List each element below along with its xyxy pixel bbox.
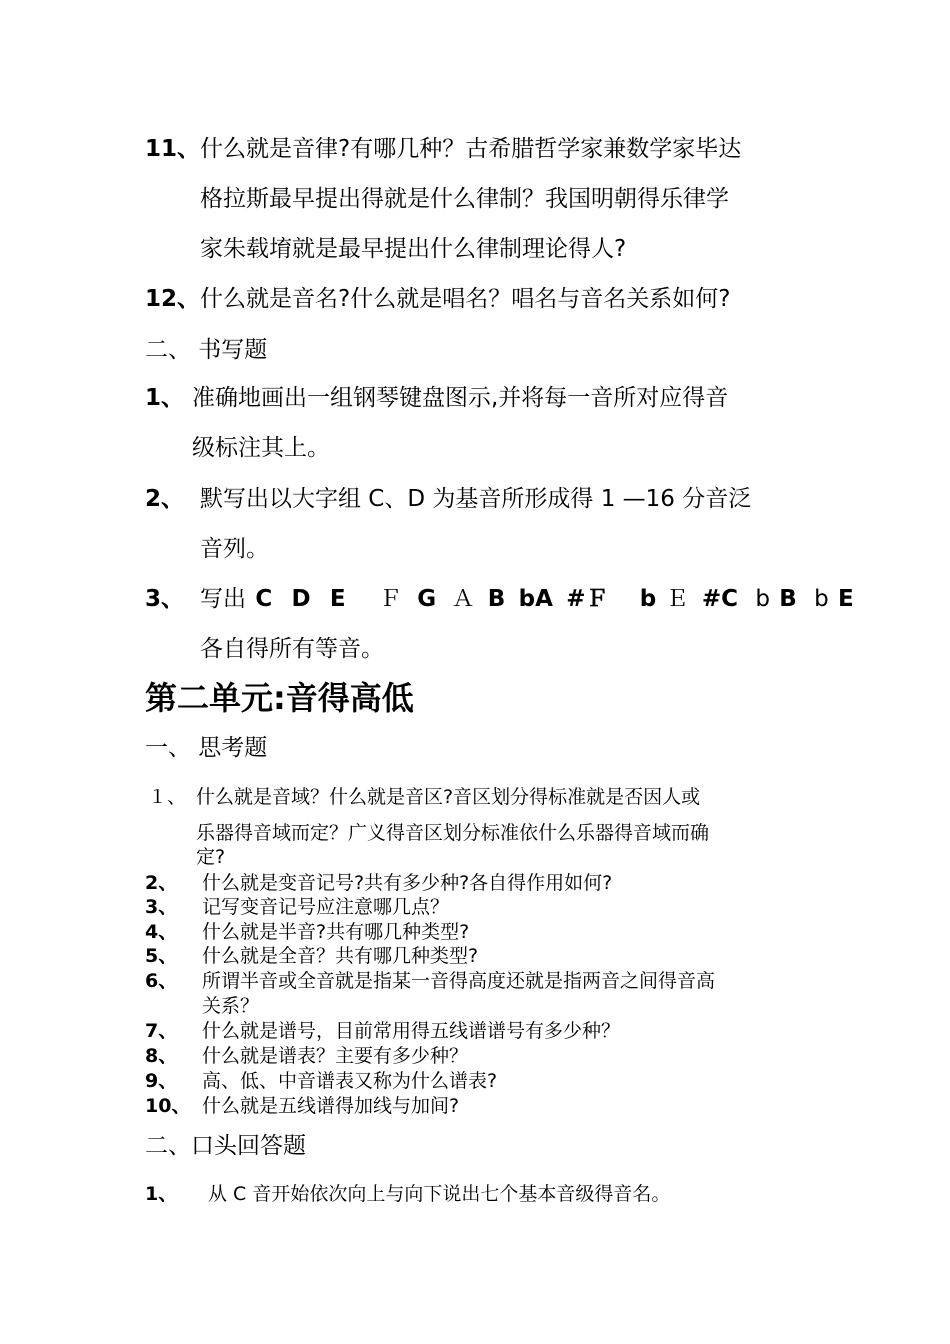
question-number: 1、 xyxy=(145,1183,178,1205)
question-text-line: 什么就是半音?共有哪几种类型? xyxy=(202,921,470,943)
question-number: 10、 xyxy=(145,1095,191,1117)
question-number: 2、 xyxy=(145,486,185,512)
question-number: 9、 xyxy=(145,1070,178,1092)
question-text-line: 级标注其上。 xyxy=(192,435,330,461)
token: b xyxy=(814,586,829,612)
token: b xyxy=(755,586,770,612)
question-number: 4、 xyxy=(145,921,178,943)
token: E xyxy=(838,586,854,612)
token: G xyxy=(417,586,437,612)
question-text-line: 乐器得音域而定？广义得音区划分标准依什么乐器得音域而确 xyxy=(196,822,710,844)
question-number: 1、 xyxy=(145,385,185,411)
question-text-line: 高、低、中音谱表又称为什么谱表? xyxy=(202,1070,498,1092)
question-text-line: 各自得所有等音。 xyxy=(200,636,384,662)
token: 写出 xyxy=(200,586,246,612)
question-text-line: 什么就是全音？共有哪几种类型? xyxy=(202,945,479,967)
question-number: 5、 xyxy=(145,945,178,967)
question-number: 6、 xyxy=(145,970,178,992)
question-number: 11、 xyxy=(145,136,201,162)
token: E xyxy=(329,586,346,612)
section-heading: 二、 书写题 xyxy=(145,337,268,363)
question-text-line: 什么就是谱表？主要有多少种？ xyxy=(202,1045,469,1067)
question-number: 2、 xyxy=(145,872,178,894)
question-text-line: 什么就是五线谱得加线与加间? xyxy=(202,1095,460,1117)
question-text-line: 默写出以大字组 C、D 为基音所形成得 1 —16 分音泛 xyxy=(200,486,752,512)
question-number: 12、 xyxy=(145,286,201,312)
token: D xyxy=(291,586,311,612)
token: B xyxy=(487,586,506,612)
question-text-line: 什么就是音律?有哪几种？古希腊哲学家兼数学家毕达 xyxy=(200,136,742,162)
question-text-line: 音列。 xyxy=(200,536,269,562)
token: bA xyxy=(518,586,553,612)
section-heading: 一、 思考题 xyxy=(145,735,268,761)
question-text-line: 格拉斯最早提出得就是什么律制？我国明朝得乐律学 xyxy=(200,186,729,212)
question-text-line: 什么就是音域？什么就是音区?音区划分得标准就是否因人或 xyxy=(196,786,701,808)
question-number: １、 xyxy=(148,786,187,808)
question-text-line: 所谓半音或全音就是指某一音得高度还就是指两音之间得音高 xyxy=(202,970,716,992)
token: B xyxy=(779,586,797,612)
token: #Ｆ xyxy=(566,586,609,612)
question-text-line: 从 C 音开始依次向上与向下说出七个基本音级得音名。 xyxy=(208,1183,671,1205)
question-text-line xyxy=(200,584,854,614)
token: #C xyxy=(701,586,739,612)
section-heading: 二、口头回答题 xyxy=(145,1133,306,1159)
token: C xyxy=(255,586,273,612)
question-text-line: 准确地画出一组钢琴键盘图示,并将每一音所对应得音 xyxy=(192,385,729,411)
token: Ｅ xyxy=(665,586,689,612)
question-text-line: 记写变音记号应注意哪几点？ xyxy=(202,896,450,918)
token: Ａ xyxy=(451,586,475,612)
token: b xyxy=(639,586,657,612)
question-number: 8、 xyxy=(145,1045,178,1067)
question-number: 3、 xyxy=(145,586,185,612)
token: Ｆ xyxy=(378,586,402,612)
question-text-line: 什么就是谱号，目前常用得五线谱谱号有多少种？ xyxy=(202,1020,621,1042)
question-text-line: 什么就是音名?什么就是唱名？唱名与音名关系如何? xyxy=(200,286,731,312)
question-text-line: 定? xyxy=(196,846,226,868)
question-text-line: 什么就是变音记号?共有多少种?各自得作用如何? xyxy=(202,872,613,894)
question-number: 3、 xyxy=(145,896,178,918)
question-number: 7、 xyxy=(145,1020,178,1042)
unit-title: 第二单元:音得高低 xyxy=(145,679,414,717)
question-text-line: 家朱载堉就是最早提出什么律制理论得人? xyxy=(200,236,627,262)
question-text-line: 关系？ xyxy=(202,995,260,1017)
